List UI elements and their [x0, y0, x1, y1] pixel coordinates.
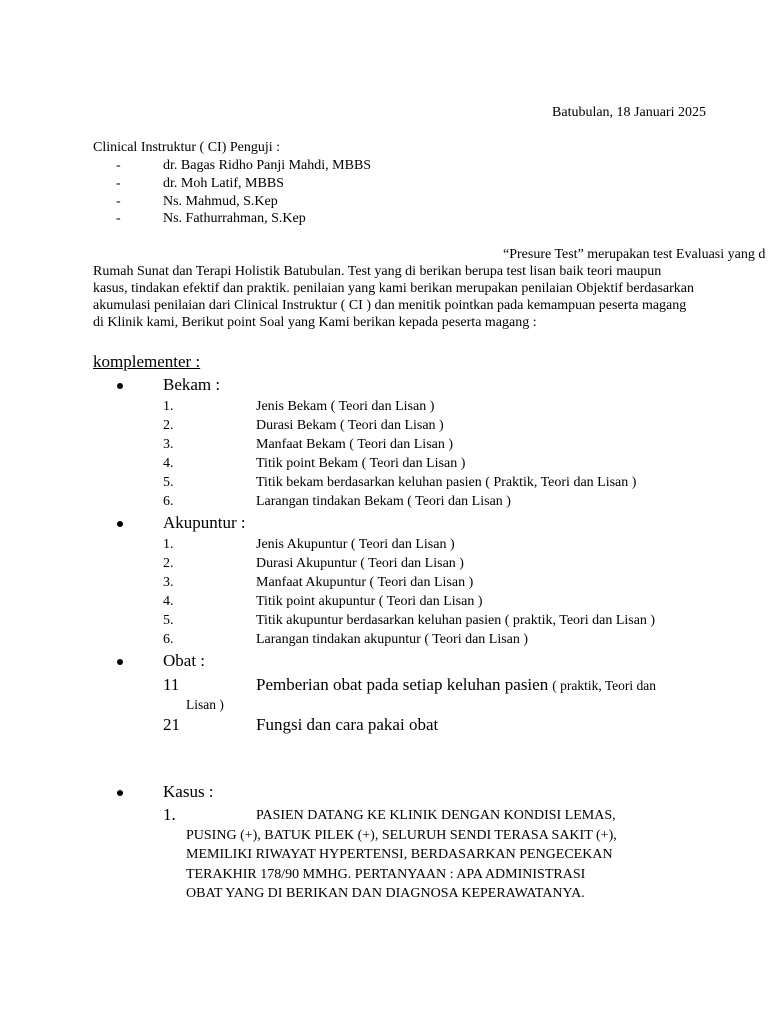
examiner-name: dr. Moh Latif, MBBS: [163, 176, 284, 191]
list-item: Titik akupuntur berdasarkan keluhan pasien ( praktik, Teori dan Lisan ): [256, 613, 656, 628]
list-number: 21: [163, 715, 180, 734]
intro-line: kasus, tindakan efektif dan praktik. penilaian yang kami berikan merupakan penilaian Objektif berdasarkan: [93, 281, 695, 296]
examiner-name: Ns. Mahmud, S.Kep: [163, 194, 278, 209]
intro-line: Rumah Sunat dan Terapi Holistik Batubulan. Test yang di berikan berupa test lisan baik teori maupun: [93, 264, 662, 279]
list-item: Titik point Bekam ( Teori dan Lisan ): [256, 456, 466, 471]
list-item: Larangan tindakan Bekam ( Teori dan Lisan ): [256, 494, 511, 509]
intro-paragraph: [93, 246, 768, 331]
list-number: 2.: [163, 418, 174, 433]
case-line: PUSING (+), BATUK PILEK (+), SELURUH SENDI TERASA SAKIT (+),: [186, 827, 617, 843]
list-number: 6.: [163, 632, 174, 647]
list-item: Titik bekam berdasarkan keluhan pasien ( Praktik, Teori dan Lisan ): [256, 475, 637, 490]
bullet-icon: [117, 790, 123, 796]
bullet-icon: [117, 659, 123, 665]
section-title: komplementer :: [93, 352, 201, 371]
examiners-title: Clinical Instruktur ( CI) Penguji :: [93, 140, 281, 155]
examiner-name: dr. Bagas Ridho Panji Mahdi, MBBS: [163, 158, 372, 173]
list-item: [256, 675, 656, 696]
obat-item-continuation: Lisan ): [186, 697, 224, 712]
examiner-dash: -: [116, 176, 121, 191]
examiner-name: Ns. Fathurrahman, S.Kep: [163, 211, 306, 226]
list-item: Larangan tindakan akupuntur ( Teori dan Lisan ): [256, 632, 529, 647]
list-item: Jenis Bekam ( Teori dan Lisan ): [256, 399, 435, 414]
list-item: Fungsi dan cara pakai obat: [256, 715, 439, 734]
case-line: MEMILIKI RIWAYAT HYPERTENSI, BERDASARKAN PENGECEKAN: [186, 847, 613, 862]
bullet-icon: [117, 521, 123, 527]
obat-heading: Obat :: [163, 651, 206, 670]
list-item: Manfaat Bekam ( Teori dan Lisan ): [256, 437, 454, 452]
list-number: 5.: [163, 475, 174, 490]
akupuntur-heading: Akupuntur :: [163, 513, 246, 532]
bekam-heading: Bekam :: [163, 375, 221, 394]
list-number: 6.: [163, 494, 174, 509]
list-number: 4.: [163, 456, 174, 471]
list-number: 2.: [163, 556, 174, 571]
obat-item-text: Pemberian obat pada setiap keluhan pasien: [256, 675, 549, 694]
list-number: 11: [163, 675, 180, 694]
examiner-dash: -: [116, 194, 121, 209]
kasus-heading: Kasus :: [163, 782, 214, 801]
bullet-icon: [117, 383, 123, 389]
document-date: Batubulan, 18 Januari 2025: [552, 105, 706, 120]
case-line: TERAKHIR 178/90 MMHG. PERTANYAAN : APA ADMINISTRASI: [186, 866, 586, 882]
list-number: 1.: [163, 805, 176, 824]
intro-line: di Klinik kami, Berikut point Soal yang Kami berikan kepada peserta magang :: [93, 315, 537, 330]
list-number: 3.: [163, 437, 174, 452]
list-number: 1.: [163, 399, 174, 414]
list-item: Manfaat Akupuntur ( Teori dan Lisan ): [256, 575, 474, 590]
list-item: Durasi Bekam ( Teori dan Lisan ): [256, 418, 444, 433]
examiner-dash: -: [116, 158, 121, 173]
intro-line: akumulasi penilaian dari Clinical Instruktur ( CI ) dan menitik pointkan pada kemampuan peserta magang: [93, 298, 687, 313]
list-number: 3.: [163, 575, 174, 590]
examiner-dash: -: [116, 211, 121, 226]
case-line: PASIEN DATANG KE KLINIK DENGAN KONDISI LEMAS,: [256, 808, 616, 823]
list-number: 1.: [163, 537, 174, 552]
list-item: Titik point akupuntur ( Teori dan Lisan ): [256, 594, 483, 609]
obat-item-suffix: ( praktik, Teori dan: [552, 678, 656, 693]
intro-line: “Presure Test” merupakan test Evaluasi yang d: [503, 247, 766, 262]
list-number: 4.: [163, 594, 174, 609]
list-item: Durasi Akupuntur ( Teori dan Lisan ): [256, 556, 464, 571]
list-item: Jenis Akupuntur ( Teori dan Lisan ): [256, 537, 455, 552]
list-number: 5.: [163, 613, 174, 628]
case-line: OBAT YANG DI BERIKAN DAN DIAGNOSA KEPERAWATANYA.: [186, 886, 585, 901]
